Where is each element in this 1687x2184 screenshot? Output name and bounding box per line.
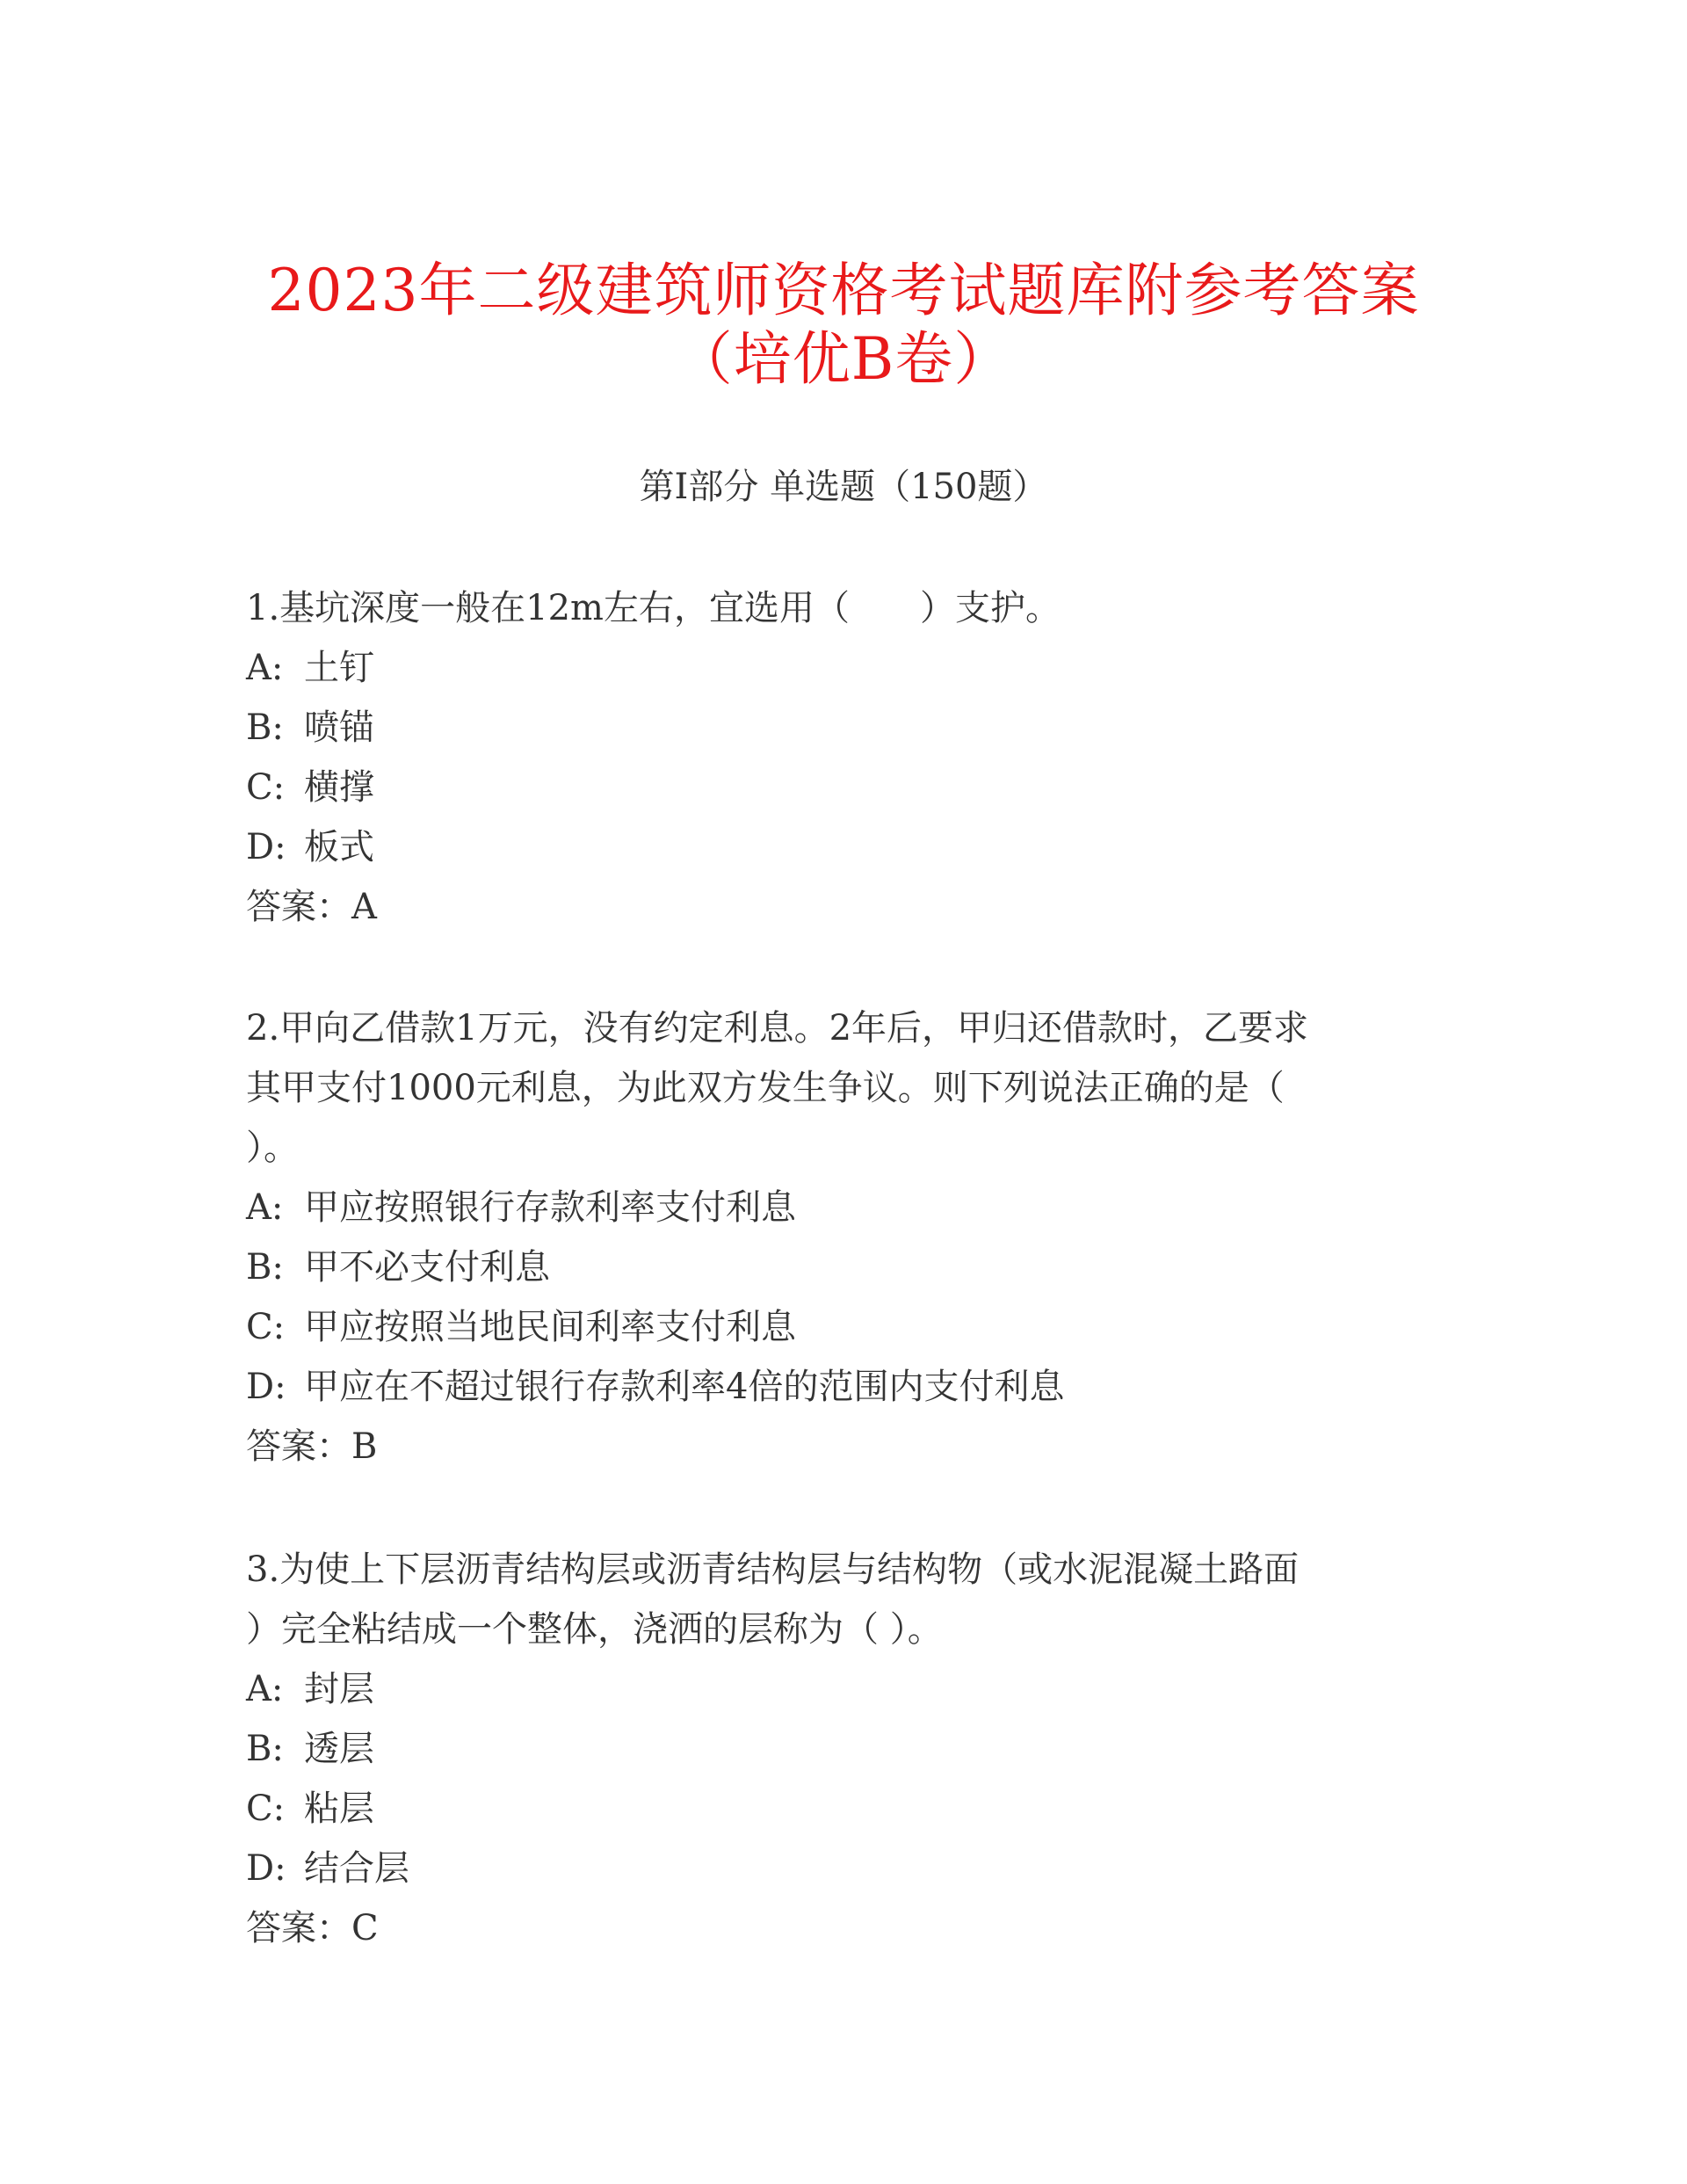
option-c xyxy=(246,758,1450,817)
option-b xyxy=(246,698,1450,758)
question-stem-line: 其甲支付1000元利息，为此双方发生争议。则下列说法正确的是（ xyxy=(246,1068,1285,1108)
option-label: D: xyxy=(246,1848,286,1889)
option-text: 土钉 xyxy=(304,648,374,688)
option-b xyxy=(246,1719,1450,1779)
option-text: 结合层 xyxy=(304,1848,409,1889)
answer-line: 答案：B xyxy=(246,1426,378,1467)
option-label: C: xyxy=(246,767,286,808)
option-text: 甲应按照银行存款利率支付利息 xyxy=(304,1187,796,1228)
option-c xyxy=(246,1779,1450,1839)
option-d xyxy=(246,1839,1450,1898)
option-text: 横撑 xyxy=(304,767,374,808)
question-stem-line: 1.基坑深度一般在12m左右，宜选用（ ）支护。 xyxy=(246,588,1061,628)
option-d xyxy=(246,817,1450,877)
question-stem xyxy=(246,1540,1450,1659)
document-title-line-2: （培优B卷） xyxy=(674,325,1013,393)
option-b xyxy=(246,1237,1450,1297)
option-label: B: xyxy=(246,1729,284,1769)
document-title-line-1: 2023年二级建筑师资格考试题库附参考答案 xyxy=(267,257,1420,324)
question-stem-line: 2.甲向乙借款1万元，没有约定利息。2年后，甲归还借款时，乙要求 xyxy=(246,1008,1309,1048)
option-a xyxy=(246,1659,1450,1719)
option-text: 甲不必支付利息 xyxy=(304,1247,550,1288)
option-label: A: xyxy=(246,1187,284,1228)
answer-line: 答案：A xyxy=(246,887,377,927)
option-text: 封层 xyxy=(304,1669,374,1709)
option-label: B: xyxy=(246,1247,284,1288)
option-text: 板式 xyxy=(304,827,374,867)
question-stem-line: ）完全粘结成一个整体，浇洒的层称为（ ）。 xyxy=(246,1609,943,1650)
option-label: C: xyxy=(246,1307,286,1347)
question-stem xyxy=(246,578,1450,638)
option-text: 粘层 xyxy=(304,1789,374,1829)
option-text: 喷锚 xyxy=(304,707,374,748)
option-label: A: xyxy=(246,648,284,688)
option-d xyxy=(246,1357,1450,1417)
option-label: C: xyxy=(246,1789,286,1829)
question-stem xyxy=(246,998,1450,1178)
option-a xyxy=(246,1178,1450,1237)
question-3 xyxy=(246,1540,1450,1958)
option-text: 甲应在不超过银行存款利率4倍的范围内支付利息 xyxy=(304,1367,1065,1407)
option-text: 甲应按照当地民间利率支付利息 xyxy=(304,1307,796,1347)
question-1 xyxy=(246,578,1450,937)
question-stem-line: ）。 xyxy=(246,1128,299,1168)
question-2 xyxy=(246,998,1450,1477)
option-text: 透层 xyxy=(304,1729,374,1769)
option-label: D: xyxy=(246,827,286,867)
section-heading: 第I部分 单选题（150题） xyxy=(639,467,1048,507)
option-a xyxy=(246,638,1450,698)
question-stem-line: 3.为使上下层沥青结构层或沥青结构层与结构物（或水泥混凝土路面 xyxy=(246,1549,1300,1590)
option-c xyxy=(246,1297,1450,1357)
option-label: A: xyxy=(246,1669,284,1709)
answer-line: 答案：C xyxy=(246,1908,379,1948)
option-label: B: xyxy=(246,707,284,748)
option-label: D: xyxy=(246,1367,286,1407)
